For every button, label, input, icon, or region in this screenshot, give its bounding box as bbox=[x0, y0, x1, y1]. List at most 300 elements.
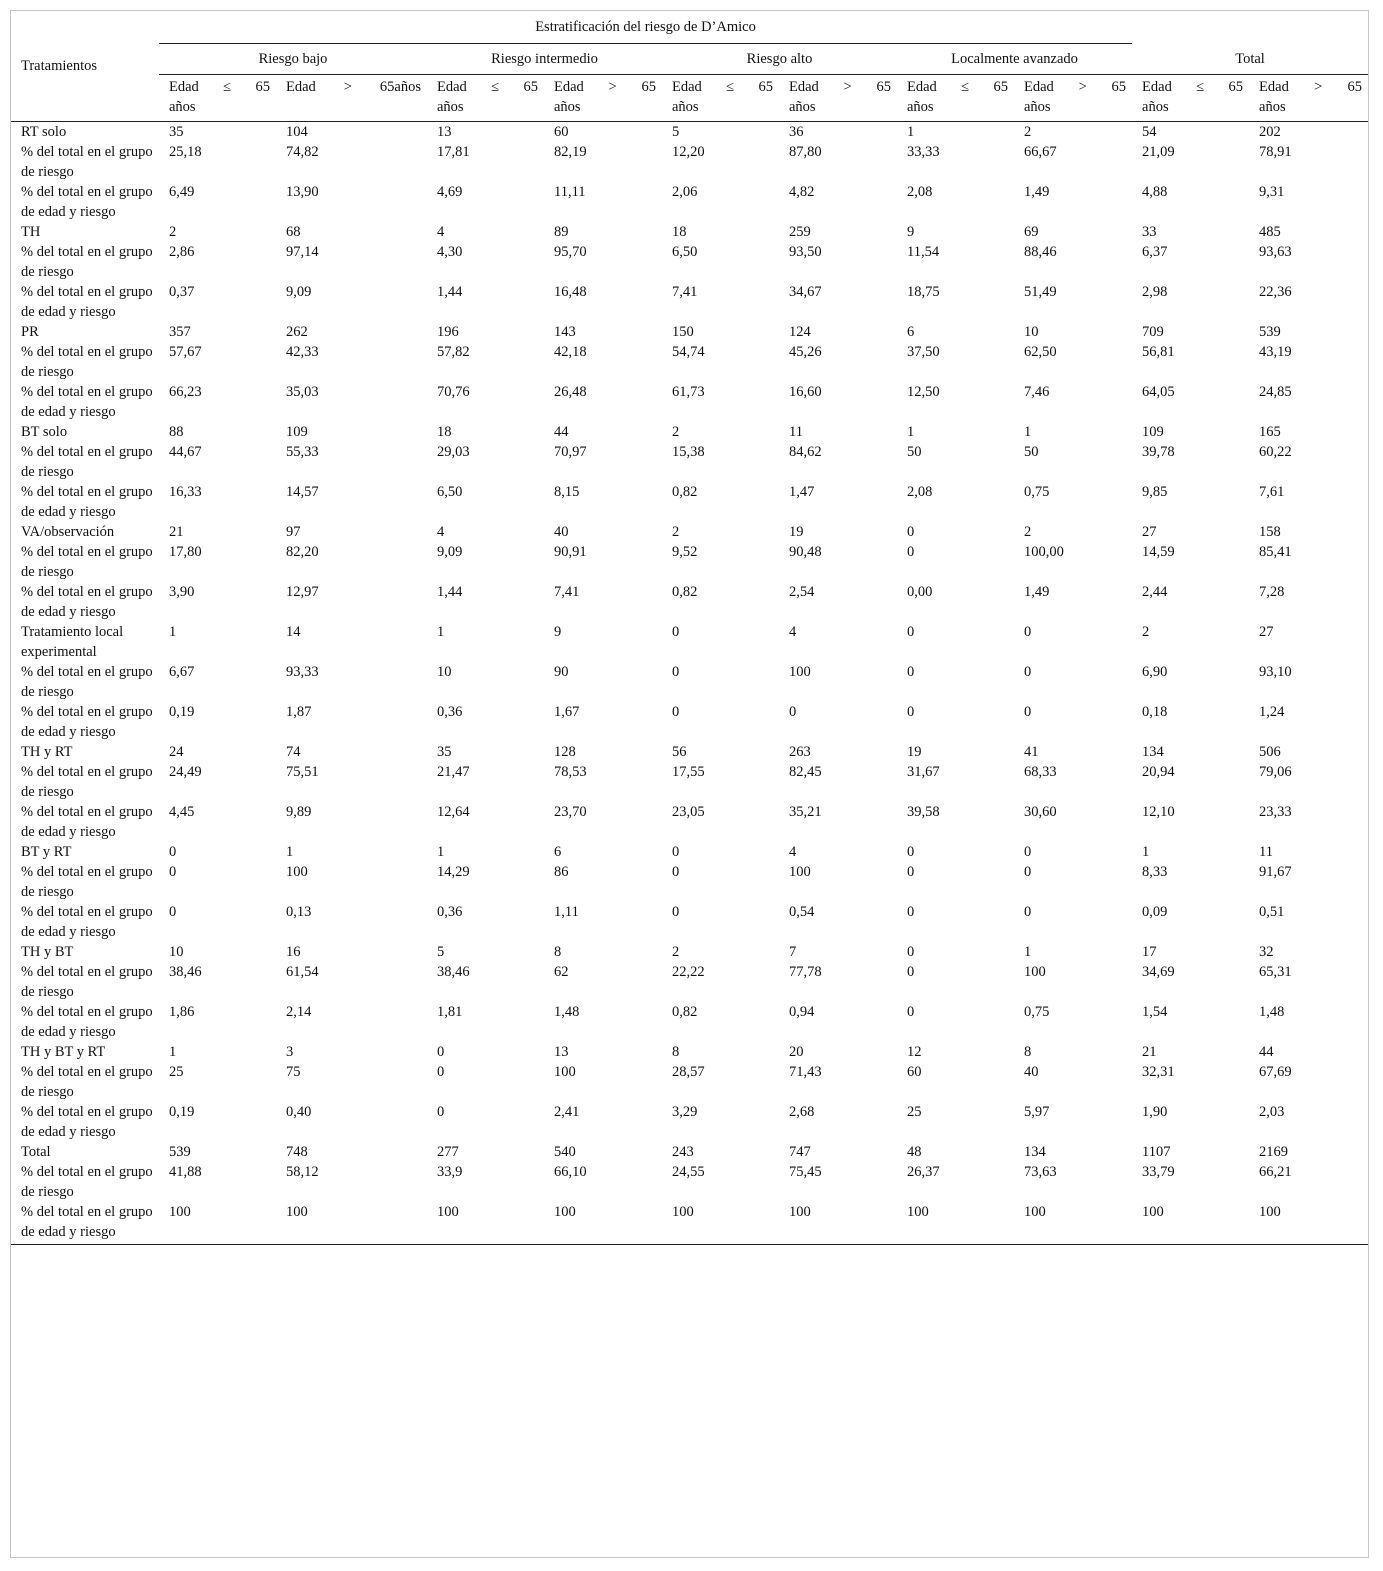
age-header bbox=[544, 75, 662, 122]
table-cell: 7,28 bbox=[1259, 584, 1285, 600]
table-cell: 68 bbox=[286, 224, 301, 240]
table-cell: 86 bbox=[554, 864, 569, 880]
table-row bbox=[11, 482, 1368, 522]
table-cell: 15,38 bbox=[672, 444, 705, 460]
table-cell: 8 bbox=[672, 1044, 680, 1060]
table-cell: 13,90 bbox=[286, 184, 319, 200]
table-cell: 16,60 bbox=[789, 384, 822, 400]
table-cell: 35 bbox=[437, 744, 452, 760]
age-header-unit: años bbox=[437, 99, 464, 115]
table-cell: 11,11 bbox=[554, 184, 586, 200]
table-cell: 540 bbox=[554, 1144, 576, 1160]
row-label: % del total en el grupo de edad y riesgo bbox=[21, 804, 153, 840]
table-cell: 1,67 bbox=[554, 704, 580, 720]
table-cell: 0 bbox=[789, 704, 797, 720]
group-total: Total bbox=[1132, 44, 1368, 75]
age-header-part: Edad bbox=[789, 79, 819, 95]
age-header-part: Edad bbox=[1024, 79, 1054, 95]
table-cell: 33,9 bbox=[437, 1164, 463, 1180]
table-cell: 2,86 bbox=[169, 244, 195, 260]
table-cell: 0 bbox=[437, 1044, 445, 1060]
table-cell: 1 bbox=[1024, 944, 1032, 960]
table-cell: 0,75 bbox=[1024, 484, 1050, 500]
table-row bbox=[11, 522, 1368, 542]
table-cell: 12 bbox=[907, 1044, 922, 1060]
age-header-part: > bbox=[843, 79, 852, 95]
table-row bbox=[11, 942, 1368, 962]
table-cell: 100 bbox=[554, 1204, 576, 1220]
table-cell: 64,05 bbox=[1142, 384, 1175, 400]
table-cell: 100,00 bbox=[1024, 544, 1064, 560]
table-cell: 85,41 bbox=[1259, 544, 1292, 560]
table-cell: 16,48 bbox=[554, 284, 587, 300]
table-cell: 0 bbox=[169, 904, 177, 920]
table-row bbox=[11, 742, 1368, 762]
table-cell: 1107 bbox=[1142, 1144, 1171, 1160]
age-header-unit bbox=[286, 97, 421, 117]
table-cell: 2,44 bbox=[1142, 584, 1168, 600]
table-cell: 0 bbox=[907, 864, 915, 880]
table-cell: 90 bbox=[554, 664, 569, 680]
table-cell: 4 bbox=[437, 524, 445, 540]
table-cell: 78,91 bbox=[1259, 144, 1292, 160]
row-label: Total bbox=[21, 1144, 51, 1160]
table-cell: 9,89 bbox=[286, 804, 312, 820]
table-cell: 2,98 bbox=[1142, 284, 1168, 300]
table-cell: 17,81 bbox=[437, 144, 470, 160]
table-cell: 35,03 bbox=[286, 384, 319, 400]
table-row bbox=[11, 1202, 1368, 1244]
age-header-part: 65 bbox=[641, 79, 656, 95]
table-cell: 6,49 bbox=[169, 184, 195, 200]
table-cell: 7,41 bbox=[672, 284, 698, 300]
table-cell: 100 bbox=[1259, 1204, 1281, 1220]
table-cell: 65,31 bbox=[1259, 964, 1292, 980]
table-cell: 6 bbox=[554, 844, 562, 860]
table-cell: 1,54 bbox=[1142, 1004, 1168, 1020]
table-cell: 74 bbox=[286, 744, 301, 760]
table-cell: 22,22 bbox=[672, 964, 705, 980]
table-cell: 95,70 bbox=[554, 244, 587, 260]
table-cell: 128 bbox=[554, 744, 576, 760]
table-cell: 27 bbox=[1259, 624, 1274, 640]
table-cell: 2 bbox=[1024, 524, 1032, 540]
table-cell: 1 bbox=[169, 1044, 177, 1060]
age-header bbox=[779, 75, 897, 122]
table-cell: 485 bbox=[1259, 224, 1281, 240]
table-cell: 9,31 bbox=[1259, 184, 1285, 200]
table-cell: 39,58 bbox=[907, 804, 940, 820]
table-cell: 66,67 bbox=[1024, 144, 1057, 160]
row-label: Tratamiento local experimental bbox=[21, 624, 124, 660]
table-cell: 75,51 bbox=[286, 764, 319, 780]
table-row bbox=[11, 862, 1368, 902]
table-cell: 10 bbox=[437, 664, 452, 680]
table-cell: 54 bbox=[1142, 124, 1157, 140]
table-cell: 4,82 bbox=[789, 184, 815, 200]
table-cell: 263 bbox=[789, 744, 811, 760]
table-cell: 16 bbox=[286, 944, 301, 960]
table-row bbox=[11, 1142, 1368, 1162]
row-label: % del total en el grupo de edad y riesgo bbox=[21, 1104, 153, 1140]
table-cell: 165 bbox=[1259, 424, 1281, 440]
table-cell: 25 bbox=[169, 1064, 184, 1080]
table-cell: 0,36 bbox=[437, 704, 463, 720]
row-label: % del total en el grupo de edad y riesgo bbox=[21, 384, 153, 420]
row-label: % del total en el grupo de edad y riesgo bbox=[21, 184, 153, 220]
table-row bbox=[11, 222, 1368, 242]
table-cell: 1 bbox=[1024, 424, 1032, 440]
table-cell: 357 bbox=[169, 324, 191, 340]
row-label: % del total en el grupo de edad y riesgo bbox=[21, 284, 153, 320]
table-cell: 3,29 bbox=[672, 1104, 698, 1120]
age-header bbox=[897, 75, 1014, 122]
age-header bbox=[1014, 75, 1132, 122]
table-cell: 22,36 bbox=[1259, 284, 1292, 300]
table-cell: 35 bbox=[169, 124, 184, 140]
table-cell: 100 bbox=[789, 864, 811, 880]
table-cell: 68,33 bbox=[1024, 764, 1057, 780]
group-high-risk: Riesgo alto bbox=[662, 44, 897, 75]
table-cell: 0,18 bbox=[1142, 704, 1168, 720]
table-cell: 24 bbox=[169, 744, 184, 760]
table-cell: 90,91 bbox=[554, 544, 587, 560]
table-cell: 10 bbox=[1024, 324, 1039, 340]
table-cell: 1 bbox=[169, 624, 177, 640]
table-cell: 0 bbox=[1024, 844, 1032, 860]
table-cell: 25 bbox=[907, 1104, 922, 1120]
age-header-part: ≤ bbox=[1196, 79, 1205, 95]
table-cell: 20,94 bbox=[1142, 764, 1175, 780]
age-header-part: Edad bbox=[907, 79, 937, 95]
table-cell: 0,40 bbox=[286, 1104, 312, 1120]
table-row bbox=[11, 122, 1368, 143]
table-cell: 7,41 bbox=[554, 584, 580, 600]
age-header-part: 65 bbox=[523, 79, 538, 95]
table-cell: 100 bbox=[1024, 1204, 1046, 1220]
table-cell: 35,21 bbox=[789, 804, 822, 820]
table-cell: 0 bbox=[907, 844, 915, 860]
table-cell: 0,00 bbox=[907, 584, 933, 600]
table-cell: 48 bbox=[907, 1144, 922, 1160]
table-cell: 11 bbox=[789, 424, 803, 440]
table-cell: 2,41 bbox=[554, 1104, 580, 1120]
table-cell: 2 bbox=[169, 224, 177, 240]
row-label: % del total en el grupo de riesgo bbox=[21, 1164, 153, 1200]
table-cell: 24,49 bbox=[169, 764, 202, 780]
table-cell: 70,76 bbox=[437, 384, 470, 400]
table-cell: 0 bbox=[1024, 624, 1032, 640]
table-cell: 0 bbox=[907, 544, 915, 560]
group-intermediate-risk: Riesgo intermedio bbox=[427, 44, 662, 75]
table-cell: 100 bbox=[437, 1204, 459, 1220]
table-cell: 0 bbox=[672, 904, 680, 920]
age-header bbox=[427, 75, 544, 122]
table-cell: 14,29 bbox=[437, 864, 470, 880]
table-cell: 28,57 bbox=[672, 1064, 705, 1080]
table-cell: 539 bbox=[1259, 324, 1281, 340]
table-row bbox=[11, 542, 1368, 582]
row-label: % del total en el grupo de riesgo bbox=[21, 344, 153, 380]
row-label: % del total en el grupo de riesgo bbox=[21, 764, 153, 800]
table-cell: 44 bbox=[554, 424, 569, 440]
table-cell: 40 bbox=[1024, 1064, 1039, 1080]
table-cell: 1 bbox=[286, 844, 294, 860]
table-cell: 82,19 bbox=[554, 144, 587, 160]
age-header-part: 65años bbox=[379, 79, 421, 95]
age-header-part: 65 bbox=[993, 79, 1008, 95]
table-cell: 1,90 bbox=[1142, 1104, 1168, 1120]
age-header-part: Edad bbox=[554, 79, 584, 95]
table-cell: 262 bbox=[286, 324, 308, 340]
table-cell: 100 bbox=[1142, 1204, 1164, 1220]
table-cell: 43,19 bbox=[1259, 344, 1292, 360]
row-label: % del total en el grupo de edad y riesgo bbox=[21, 1204, 153, 1240]
table-cell: 60,22 bbox=[1259, 444, 1292, 460]
table-cell: 6 bbox=[907, 324, 915, 340]
table-cell: 0,36 bbox=[437, 904, 463, 920]
table-cell: 23,05 bbox=[672, 804, 705, 820]
table-cell: 9 bbox=[554, 624, 562, 640]
table-cell: 36 bbox=[789, 124, 804, 140]
table-cell: 539 bbox=[169, 1144, 191, 1160]
table-cell: 97,14 bbox=[286, 244, 319, 260]
table-cell: 100 bbox=[789, 1204, 811, 1220]
table-cell: 0,54 bbox=[789, 904, 815, 920]
table-cell: 56 bbox=[672, 744, 687, 760]
table-cell: 158 bbox=[1259, 524, 1281, 540]
table-cell: 34,69 bbox=[1142, 964, 1175, 980]
table-cell: 93,33 bbox=[286, 664, 319, 680]
table-cell: 7 bbox=[789, 944, 797, 960]
table-cell: 0 bbox=[672, 704, 680, 720]
table-cell: 2 bbox=[1024, 124, 1032, 140]
table-cell: 97 bbox=[286, 524, 301, 540]
table-cell: 3 bbox=[286, 1044, 294, 1060]
table-cell: 9,85 bbox=[1142, 484, 1168, 500]
table-cell: 100 bbox=[286, 864, 308, 880]
age-header bbox=[1249, 75, 1368, 122]
row-label: % del total en el grupo de riesgo bbox=[21, 544, 153, 580]
table-frame bbox=[10, 10, 1369, 1558]
table-cell: 69 bbox=[1024, 224, 1039, 240]
row-label: BT y RT bbox=[21, 844, 72, 860]
table-cell: 100 bbox=[907, 1204, 929, 1220]
row-label: % del total en el grupo de riesgo bbox=[21, 244, 153, 280]
table-cell: 14,57 bbox=[286, 484, 319, 500]
table-cell: 709 bbox=[1142, 324, 1164, 340]
table-cell: 0 bbox=[169, 864, 177, 880]
table-cell: 13 bbox=[554, 1044, 569, 1060]
age-header bbox=[1132, 75, 1249, 122]
table-row bbox=[11, 962, 1368, 1002]
table-cell: 9,09 bbox=[286, 284, 312, 300]
table-cell: 143 bbox=[554, 324, 576, 340]
row-label: TH bbox=[21, 224, 41, 240]
table-cell: 40 bbox=[554, 524, 569, 540]
table-cell: 14 bbox=[286, 624, 301, 640]
table-cell: 8,15 bbox=[554, 484, 580, 500]
row-label: BT solo bbox=[21, 424, 68, 440]
table-cell: 61,73 bbox=[672, 384, 705, 400]
table-row bbox=[11, 1042, 1368, 1062]
age-header-unit: años bbox=[672, 99, 699, 115]
table-cell: 19 bbox=[789, 524, 804, 540]
table-cell: 243 bbox=[672, 1144, 694, 1160]
table-cell: 0,09 bbox=[1142, 904, 1168, 920]
table-cell: 2169 bbox=[1259, 1144, 1289, 1160]
table-cell: 38,46 bbox=[437, 964, 470, 980]
row-label: % del total en el grupo de riesgo bbox=[21, 964, 153, 1000]
table-cell: 60 bbox=[907, 1064, 922, 1080]
table-cell: 12,10 bbox=[1142, 804, 1175, 820]
table-cell: 23,33 bbox=[1259, 804, 1292, 820]
table-cell: 0 bbox=[169, 844, 177, 860]
table-cell: 2,14 bbox=[286, 1004, 312, 1020]
table-cell: 21 bbox=[169, 524, 184, 540]
row-label: TH y BT bbox=[21, 944, 74, 960]
table-cell: 1 bbox=[437, 624, 445, 640]
table-cell: 16,33 bbox=[169, 484, 202, 500]
table-cell: 25,18 bbox=[169, 144, 202, 160]
table-cell: 0,75 bbox=[1024, 1004, 1050, 1020]
table-cell: 0 bbox=[437, 1104, 445, 1120]
table-cell: 1,44 bbox=[437, 284, 463, 300]
table-cell: 90,48 bbox=[789, 544, 822, 560]
table-cell: 26,37 bbox=[907, 1164, 940, 1180]
table-cell: 42,18 bbox=[554, 344, 587, 360]
table-cell: 1,47 bbox=[789, 484, 815, 500]
table-cell: 747 bbox=[789, 1144, 811, 1160]
table-cell: 0,82 bbox=[672, 484, 698, 500]
table-cell: 33,79 bbox=[1142, 1164, 1175, 1180]
table-cell: 0 bbox=[907, 624, 915, 640]
table-cell: 0 bbox=[1024, 904, 1032, 920]
table-cell: 134 bbox=[1142, 744, 1164, 760]
table-cell: 67,69 bbox=[1259, 1064, 1292, 1080]
table-cell: 2,03 bbox=[1259, 1104, 1285, 1120]
age-header-part: 65 bbox=[1111, 79, 1127, 95]
table-cell: 100 bbox=[169, 1204, 191, 1220]
table-cell: 196 bbox=[437, 324, 459, 340]
table-cell: 6,50 bbox=[672, 244, 698, 260]
age-header-part: 65 bbox=[1347, 79, 1363, 95]
table-cell: 0 bbox=[672, 844, 680, 860]
table-cell: 88 bbox=[169, 424, 184, 440]
table-row bbox=[11, 702, 1368, 742]
age-header-part: Edad bbox=[169, 79, 199, 95]
table-cell: 109 bbox=[286, 424, 308, 440]
table-cell: 21 bbox=[1142, 1044, 1157, 1060]
table-cell: 1 bbox=[907, 124, 915, 140]
table-cell: 11,54 bbox=[907, 244, 940, 260]
table-cell: 100 bbox=[789, 664, 811, 680]
table-cell: 57,82 bbox=[437, 344, 470, 360]
table-cell: 29,03 bbox=[437, 444, 470, 460]
table-cell: 21,47 bbox=[437, 764, 470, 780]
table-cell: 748 bbox=[286, 1144, 308, 1160]
table-cell: 41 bbox=[1024, 744, 1039, 760]
table-cell: 18,75 bbox=[907, 284, 940, 300]
row-label: % del total en el grupo de edad y riesgo bbox=[21, 704, 153, 740]
table-cell: 0,13 bbox=[286, 904, 312, 920]
table-cell: 93,50 bbox=[789, 244, 822, 260]
row-label: RT solo bbox=[21, 124, 67, 140]
table-cell: 44 bbox=[1259, 1044, 1274, 1060]
table-bottom-rule bbox=[11, 1244, 1368, 1245]
table-cell: 14,59 bbox=[1142, 544, 1175, 560]
age-header-part: 65 bbox=[876, 79, 891, 95]
age-header-part: 65 bbox=[255, 79, 270, 95]
age-header-unit: años bbox=[169, 99, 196, 115]
age-header-part: > bbox=[1314, 79, 1323, 95]
treatments-header: Tratamientos bbox=[21, 58, 97, 74]
table-cell: 100 bbox=[672, 1204, 694, 1220]
table-cell: 26,48 bbox=[554, 384, 587, 400]
table-row bbox=[11, 282, 1368, 322]
table-cell: 24,55 bbox=[672, 1164, 705, 1180]
age-header-part: Edad bbox=[1142, 79, 1172, 95]
table-cell: 23,70 bbox=[554, 804, 587, 820]
table-cell: 2,68 bbox=[789, 1104, 815, 1120]
table-cell: 38,46 bbox=[169, 964, 202, 980]
row-label: TH y BT y RT bbox=[21, 1044, 106, 1060]
table-cell: 2,06 bbox=[672, 184, 698, 200]
table-cell: 506 bbox=[1259, 744, 1281, 760]
table-cell: 0,19 bbox=[169, 1104, 195, 1120]
table-cell: 0,82 bbox=[672, 584, 698, 600]
table-row bbox=[11, 762, 1368, 802]
table-cell: 62 bbox=[554, 964, 569, 980]
table-cell: 66,21 bbox=[1259, 1164, 1292, 1180]
group-locally-advanced: Localmente avanzado bbox=[897, 44, 1132, 75]
table-cell: 100 bbox=[1024, 964, 1046, 980]
row-label: % del total en el grupo de riesgo bbox=[21, 144, 153, 180]
age-header-unit: años bbox=[1142, 99, 1169, 115]
table-cell: 259 bbox=[789, 224, 811, 240]
age-header-unit: años bbox=[554, 99, 581, 115]
table-cell: 104 bbox=[286, 124, 308, 140]
row-label: % del total en el grupo de edad y riesgo bbox=[21, 1004, 153, 1040]
table-cell: 1 bbox=[437, 844, 445, 860]
table-cell: 4,69 bbox=[437, 184, 463, 200]
table-cell: 79,06 bbox=[1259, 764, 1292, 780]
table-cell: 7,46 bbox=[1024, 384, 1050, 400]
age-header-part: ≤ bbox=[491, 79, 500, 95]
table-cell: 9,09 bbox=[437, 544, 463, 560]
table-cell: 32,31 bbox=[1142, 1064, 1175, 1080]
table-cell: 1,86 bbox=[169, 1004, 195, 1020]
table-row bbox=[11, 582, 1368, 622]
table-cell: 39,78 bbox=[1142, 444, 1175, 460]
table-cell: 12,97 bbox=[286, 584, 319, 600]
table-row bbox=[11, 242, 1368, 282]
table-cell: 10 bbox=[169, 944, 184, 960]
table-cell: 12,50 bbox=[907, 384, 940, 400]
table-cell: 37,50 bbox=[907, 344, 940, 360]
table-cell: 1,11 bbox=[554, 904, 579, 920]
risk-stratification-table bbox=[11, 11, 1368, 1244]
table-cell: 1,81 bbox=[437, 1004, 463, 1020]
table-cell: 5 bbox=[672, 124, 680, 140]
table-cell: 2,54 bbox=[789, 584, 815, 600]
table-cell: 2,08 bbox=[907, 484, 933, 500]
age-header bbox=[159, 75, 276, 122]
table-row bbox=[11, 142, 1368, 182]
table-cell: 0 bbox=[907, 664, 915, 680]
table-cell: 21,09 bbox=[1142, 144, 1175, 160]
age-header-part: Edad bbox=[437, 79, 467, 95]
